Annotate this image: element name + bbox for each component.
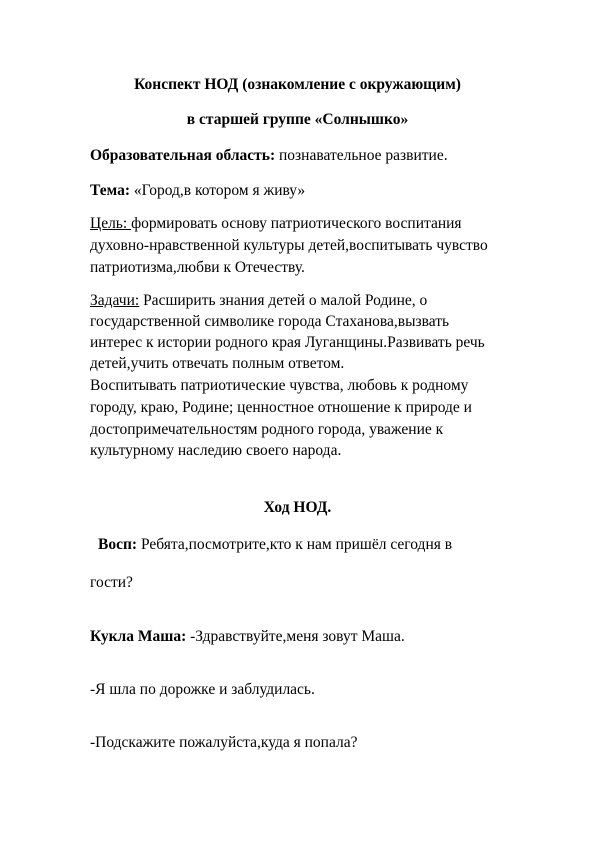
- theme: [90, 181, 305, 200]
- theme-label: Тема:: [90, 182, 130, 199]
- tasks-label: Задачи:: [90, 292, 140, 309]
- area-value: познавательное развитие.: [275, 147, 448, 164]
- tasks-line-7: достопримечательностям родного города, уважение к: [90, 421, 444, 438]
- tasks-line-3: интерес к истории родного края Луганщины.Развивать речь: [90, 334, 485, 351]
- tasks-line-4: детей,учить отвечать полным ответом.: [90, 355, 345, 372]
- theme-value: «Город,в котором я живу»: [130, 182, 306, 199]
- teacher-line-1: Восп: Ребята,посмотрите,кто к нам пришёл сегодня в: [98, 536, 453, 553]
- goal-line-1: Цель: формировать основу патриотического воспитания: [90, 215, 462, 232]
- tasks-line-8: культурному наследию своего народа.: [90, 442, 342, 459]
- goal-label: Цель:: [90, 215, 132, 232]
- teacher-label: Восп:: [98, 536, 138, 553]
- educational-area: [90, 146, 448, 165]
- title-line-2: в старшей группе «Солнышко»: [186, 111, 409, 128]
- doll-label: Кукла Маша:: [90, 628, 187, 645]
- doll-line-3: -Подскажите пожалуйста,куда я попала?: [90, 734, 358, 751]
- doll-line-1: Кукла Маша: -Здравствуйте,меня зовут Маша.: [90, 628, 405, 645]
- tasks-line-1: Задачи: Расширить знания детей о малой Родине, о: [90, 292, 428, 309]
- doll-line-2: -Я шла по дорожке и заблудилась.: [90, 681, 315, 698]
- goal-line-2: духовно-нравственной культуры детей,воспитывать чувство: [90, 237, 488, 254]
- area-label: Образовательная область:: [90, 147, 276, 164]
- course-heading: Ход НОД.: [263, 499, 332, 516]
- goal-line-3: патриотизма,любви к Отечеству.: [90, 259, 305, 276]
- tasks-line-6: городу, краю, Родине; ценностное отношение к природе и: [90, 399, 472, 416]
- tasks-line-5: Воспитывать патриотические чувства, любовь к родному: [90, 377, 469, 394]
- teacher-line-2: гости?: [90, 574, 133, 591]
- title-line-1: Конспект НОД (ознакомление с окружающим): [134, 76, 461, 93]
- tasks-line-2: государственной символике города Стаханова,вызвать: [90, 313, 450, 330]
